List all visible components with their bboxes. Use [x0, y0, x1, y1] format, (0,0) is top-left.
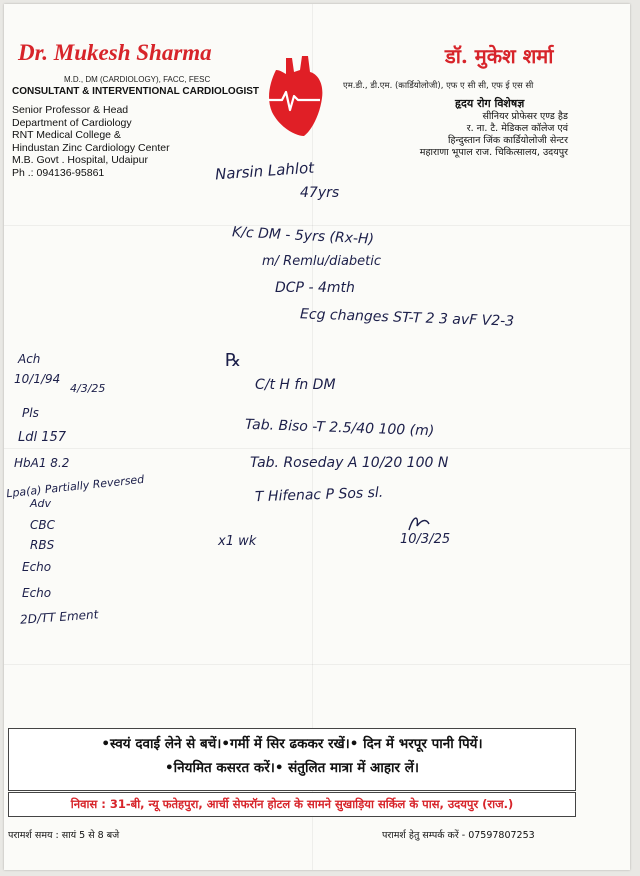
- affiliation-hindi: [420, 111, 568, 159]
- signature-mark: [405, 512, 433, 534]
- title-english: CONSULTANT & INTERVENTIONAL CARDIOLOGIST: [12, 86, 260, 97]
- margin-note: Echo: [22, 586, 52, 600]
- prescription-line: Tab. Roseday A 10/20 100 N: [250, 455, 449, 471]
- history-line: K/c DM - 5yrs (Rx-H): [231, 224, 375, 248]
- consultation-timing: परामर्श समय : सायं 5 से 8 बजे: [8, 830, 120, 841]
- advice-line: •नियमित कसरत करें।• संतुलित मात्रा में आहार लें।: [165, 760, 419, 776]
- rx-symbol: ℞: [225, 350, 242, 371]
- margin-note: Ldl 157: [18, 430, 67, 445]
- doctor-name-hindi: डॉ. मुकेश शर्मा: [445, 44, 554, 68]
- affiliation-line: Hindustan Zinc Cardiology Center: [12, 141, 170, 154]
- qualifications-hindi: एम.डी., डी.एम. (कार्डियोलोजी), एफ ए सी सी, एफ ई एस सी: [343, 81, 534, 91]
- signature-date: 10/3/25: [400, 532, 451, 547]
- affiliation-line: सीनियर प्रोफेसर एण्ड हैड: [482, 111, 568, 122]
- history-line: DCP - 4mth: [275, 280, 355, 296]
- margin-note: HbA1 8.2: [14, 456, 70, 470]
- residence-address: निवास : 31-बी, न्यू फतेहपुरा, आर्ची सेफरॉन होटल के सामने सुखाड़िया सर्किल के पास, उदयपुर (राज.): [8, 792, 576, 817]
- heart-logo: [262, 52, 326, 138]
- margin-note: RBS: [30, 538, 55, 552]
- phone-number: Ph .: 094136-95861: [12, 166, 105, 179]
- affiliation-english: [12, 104, 170, 179]
- margin-note: Pls: [22, 406, 39, 420]
- ecg-note: Ecg changes ST-T 2 3 avF V2-3: [299, 306, 515, 330]
- prescription-line: T Hifenac P Sos sl.: [254, 484, 384, 506]
- affiliation-line: RNT Medical College &: [12, 129, 121, 141]
- margin-note: 4/3/25: [70, 382, 106, 395]
- health-advice-box: [8, 728, 576, 791]
- prescription-line: C/t H fn DM: [255, 377, 336, 393]
- affiliation-line: M.B. Govt . Hospital, Udaipur: [12, 154, 148, 166]
- history-line: m/ Remlu/diabetic: [262, 254, 382, 269]
- margin-note: Lpa(a) Partially Reversed: [5, 472, 145, 501]
- fold-line: [4, 664, 630, 665]
- affiliation-line: महाराणा भूपाल राज. चिकित्सालय, उदयपुर: [419, 147, 568, 158]
- qualifications-english: M.D., DM (CARDIOLOGY), FACC, FESC: [64, 75, 211, 84]
- affiliation-line: र. ना. टै. मेडिकल कॉलेज एवं: [466, 123, 568, 134]
- advice-line: •स्वयं दवाई लेने से बचें।•गर्मी में सिर ढककर रखें।• दिन में भरपूर पानी पियें।: [101, 736, 483, 752]
- margin-note: 2D/TT Ement: [19, 607, 99, 627]
- margin-note: Adv: [30, 497, 52, 510]
- margin-note: Ach: [18, 352, 41, 366]
- margin-note: CBC: [30, 518, 55, 532]
- margin-note: Echo: [22, 560, 52, 574]
- fold-line: [4, 225, 630, 226]
- title-hindi: हृदय रोग विशेषज्ञ: [455, 97, 525, 110]
- doctor-name-english: Dr. Mukesh Sharma: [18, 40, 212, 65]
- followup-note: x1 wk: [218, 534, 257, 549]
- affiliation-line: हिन्दुस्तान जिंक कार्डियोलोजी सेन्टर: [448, 135, 568, 146]
- patient-name: Narsin Lahlot: [214, 158, 315, 184]
- margin-note: 10/1/94: [14, 372, 61, 386]
- fold-line: [4, 448, 630, 449]
- consultation-contact: परामर्श हेतु सम्पर्क करें - 07597807253: [382, 830, 535, 841]
- patient-age: 47yrs: [300, 185, 340, 201]
- affiliation-line: Senior Professor & Head: [12, 104, 129, 116]
- affiliation-line: Department of Cardiology: [12, 116, 132, 129]
- prescription-line: Tab. Biso -T 2.5/40 100 (m): [244, 416, 435, 440]
